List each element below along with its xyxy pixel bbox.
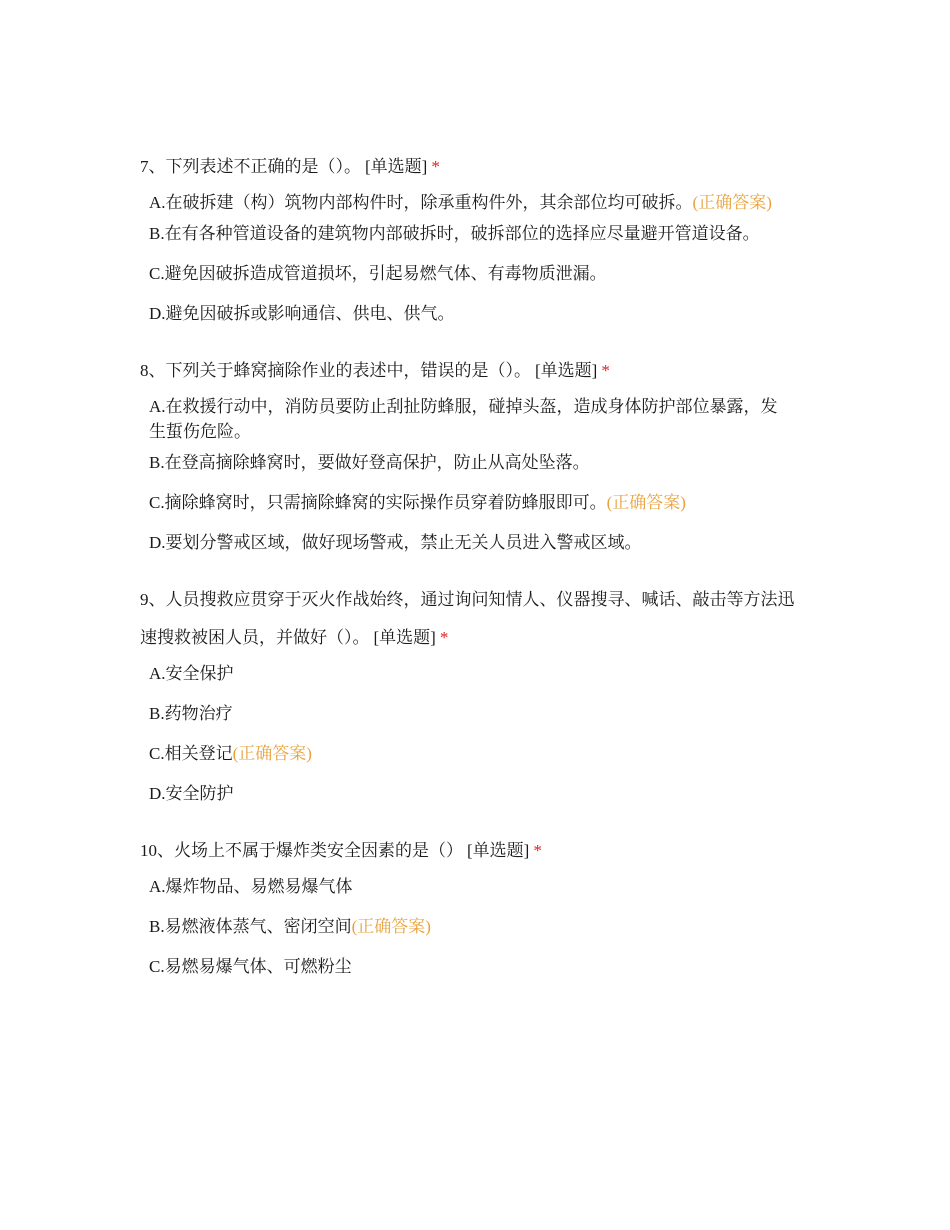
option-text: C.相关登记 — [149, 744, 233, 763]
required-star: * — [431, 157, 440, 176]
option-d — [140, 530, 794, 555]
option-c — [140, 490, 794, 515]
option-a — [140, 190, 794, 215]
option-text: A.安全保护 — [149, 664, 234, 683]
question-text: 10、火场上不属于爆炸类安全因素的是（） — [140, 841, 463, 860]
option-b — [140, 221, 794, 246]
option-text: C.避免因破拆造成管道损坏，引起易燃气体、有毒物质泄漏。 — [149, 264, 607, 283]
question-text: 8、下列关于蜂窝摘除作业的表述中，错误的是（）。 — [140, 361, 531, 380]
option-d — [140, 301, 794, 326]
required-star: * — [533, 841, 542, 860]
option-a — [140, 394, 794, 444]
correct-answer-mark: (正确答案) — [232, 744, 312, 763]
option-text: A.在救援行动中，消防员要防止刮扯防蜂服，碰掉头盔，造成身体防护部位暴露，发生蜇伤危险。 — [149, 397, 778, 441]
question-text: 7、下列表述不正确的是（）。 — [140, 157, 361, 176]
option-c — [140, 954, 794, 979]
question-title — [140, 581, 810, 657]
question-title — [140, 352, 810, 390]
option-a — [140, 874, 794, 899]
survey-document — [140, 148, 810, 1005]
option-d — [140, 781, 794, 806]
option-text: B.在有各种管道设备的建筑物内部破拆时，破拆部位的选择应尽量避开管道设备。 — [149, 224, 760, 243]
option-b — [140, 701, 794, 726]
question-8 — [140, 352, 810, 555]
option-text: A.爆炸物品、易燃易爆气体 — [149, 877, 353, 896]
required-star: * — [439, 628, 449, 647]
required-star: * — [601, 361, 610, 380]
question-text: 9、人员搜救应贯穿于灭火作战始终，通过询问知情人、仪器搜寻、喊话、敲击等方法迅速搜救被困人员，并做好（）。 — [140, 590, 795, 647]
option-b — [140, 450, 794, 475]
option-c — [140, 741, 794, 766]
option-text: C.摘除蜂窝时，只需摘除蜂窝的实际操作员穿着防蜂服即可。 — [149, 493, 607, 512]
option-text: A.在破拆建（构）筑物内部构件时，除承重构件外，其余部位均可破拆。 — [149, 193, 693, 212]
question-type: [单选题] — [467, 841, 530, 860]
option-text: C.易燃易爆气体、可燃粉尘 — [149, 957, 352, 976]
question-9 — [140, 581, 810, 806]
option-text: D.避免因破拆或影响通信、供电、供气。 — [149, 304, 455, 323]
correct-answer-mark: (正确答案) — [351, 917, 431, 936]
question-10 — [140, 832, 810, 979]
option-b — [140, 914, 794, 939]
question-type: [单选题] — [535, 361, 598, 380]
option-text: B.药物治疗 — [149, 704, 233, 723]
option-text: B.易燃液体蒸气、密闭空间 — [149, 917, 352, 936]
correct-answer-mark: (正确答案) — [692, 193, 772, 212]
option-text: D.安全防护 — [149, 784, 234, 803]
question-title — [140, 832, 810, 870]
option-a — [140, 661, 794, 686]
question-7 — [140, 148, 810, 326]
option-text: B.在登高摘除蜂窝时，要做好登高保护，防止从高处坠落。 — [149, 453, 590, 472]
question-type: [单选题] — [373, 628, 436, 647]
question-title — [140, 148, 810, 186]
correct-answer-mark: (正确答案) — [606, 493, 686, 512]
option-c — [140, 261, 794, 286]
option-text: D.要划分警戒区域，做好现场警戒，禁止无关人员进入警戒区域。 — [149, 533, 642, 552]
question-type: [单选题] — [365, 157, 428, 176]
